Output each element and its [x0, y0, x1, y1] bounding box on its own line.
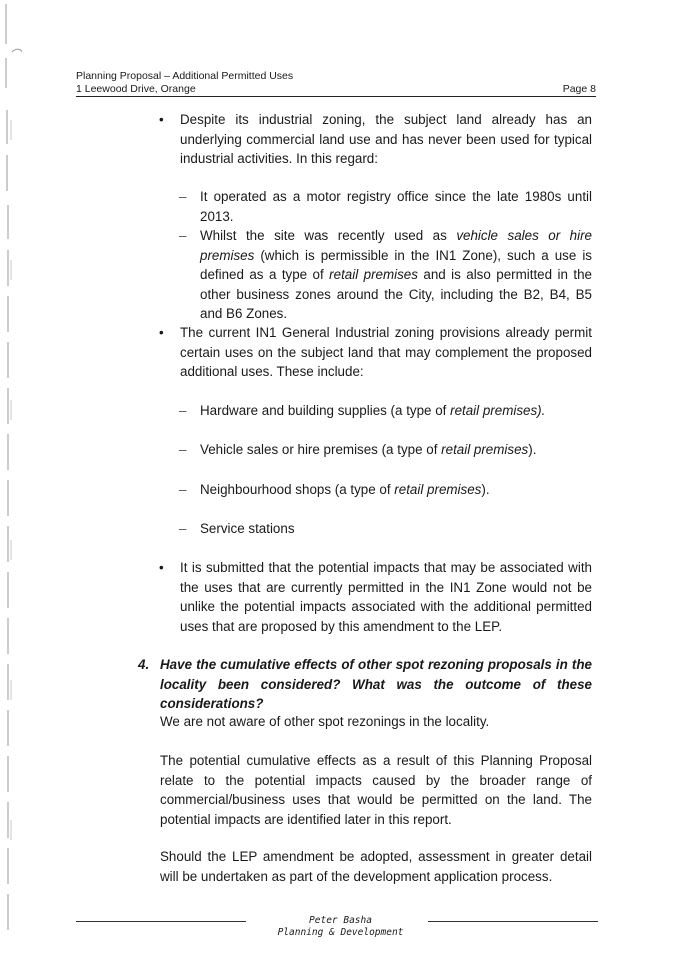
- dash-item: [179, 187, 592, 226]
- footer-firm: Planning & Development: [277, 927, 404, 938]
- dash-marker: –: [179, 189, 187, 204]
- document-title: Planning Proposal – Additional Permitted Uses: [76, 70, 294, 82]
- defined-term: retail premises: [441, 442, 529, 457]
- bullet-marker: •: [159, 560, 164, 575]
- bullet-item: [159, 110, 592, 169]
- page-number: Page 8: [562, 83, 596, 95]
- defined-term: retail premises: [394, 482, 482, 497]
- defined-term: retail premises).: [450, 403, 546, 418]
- paragraph: Should the LEP amendment be adopted, assessment in greater detail will be undertaken as part of the development application process.: [160, 849, 592, 884]
- dash-text-part: Whilst the site was recently used as: [200, 228, 457, 243]
- dash-text-part: ).: [481, 482, 490, 497]
- dash-marker: –: [179, 403, 187, 418]
- question-heading: [138, 655, 592, 714]
- dash-text-part: Vehicle sales or hire premises (a type of: [200, 442, 442, 457]
- bullet-text: The current IN1 General Industrial zoning provisions already permit certain uses on the subject land that may complement the proposed additional uses. These include:: [180, 325, 592, 379]
- site-address: 1 Leewood Drive, Orange: [76, 83, 196, 95]
- page-footer: [0, 915, 681, 939]
- bullet-text: It is submitted that the potential impacts that may be associated with the uses that are currently permitted in the IN1 Zone would not be unlike the potential impacts associated with the additional permitted uses that are proposed by this amendment to the LEP.: [180, 560, 592, 634]
- dash-text-part: (which is permissible in the IN1 Zone), such a use is defined as a type of: [200, 247, 592, 282]
- paragraph: We are not aware of other spot rezonings in the locality.: [160, 714, 490, 729]
- bullet-item: [159, 323, 592, 382]
- defined-term: vehicle sales or hire premises: [200, 228, 592, 263]
- dash-text: Service stations: [200, 521, 295, 536]
- bullet-text: Despite its industrial zoning, the subject land already has an underlying commercial land use and has never been used for typical industrial activities. In this regard:: [180, 112, 592, 166]
- dash-marker: –: [179, 521, 187, 536]
- paragraph: The potential cumulative effects as a result of this Planning Proposal relate to the potential impacts caused by the broader range of commercial/business uses that would be permitted on the land. The potential impacts are identified later in this report.: [160, 753, 592, 827]
- binder-holes: [0, 0, 22, 962]
- dash-item: [179, 401, 592, 421]
- dash-text-part: Neighbourhood shops (a type of: [200, 482, 395, 497]
- question-text: Have the cumulative effects of other spot rezoning proposals in the locality been considered? What was the outcome of these considerations?: [160, 657, 592, 711]
- dash-text-part: ).: [528, 442, 537, 457]
- bullet-marker: •: [159, 325, 164, 340]
- dash-marker: –: [179, 442, 187, 457]
- dash-item: [179, 480, 592, 500]
- dash-text-part: Hardware and building supplies (a type of: [200, 403, 451, 418]
- dash-text: It operated as a motor registry office since the late 1980s until 2013.: [200, 189, 592, 224]
- dash-marker: –: [179, 228, 187, 243]
- page-header: [76, 70, 596, 96]
- dash-text-part: and is also permitted in the other business zones around the City, including the B2, B4, B5 and B6 Zones.: [200, 267, 592, 321]
- dash-item: [179, 226, 592, 324]
- header-rule: [76, 96, 596, 97]
- defined-term: retail premises: [329, 267, 418, 282]
- dash-marker: –: [179, 482, 187, 497]
- dash-item: [179, 440, 592, 460]
- dash-item: [179, 519, 592, 539]
- bullet-marker: •: [159, 112, 164, 127]
- footer-author: Peter Basha: [309, 915, 372, 926]
- question-number: 4.: [138, 657, 150, 672]
- bullet-item: [159, 558, 592, 636]
